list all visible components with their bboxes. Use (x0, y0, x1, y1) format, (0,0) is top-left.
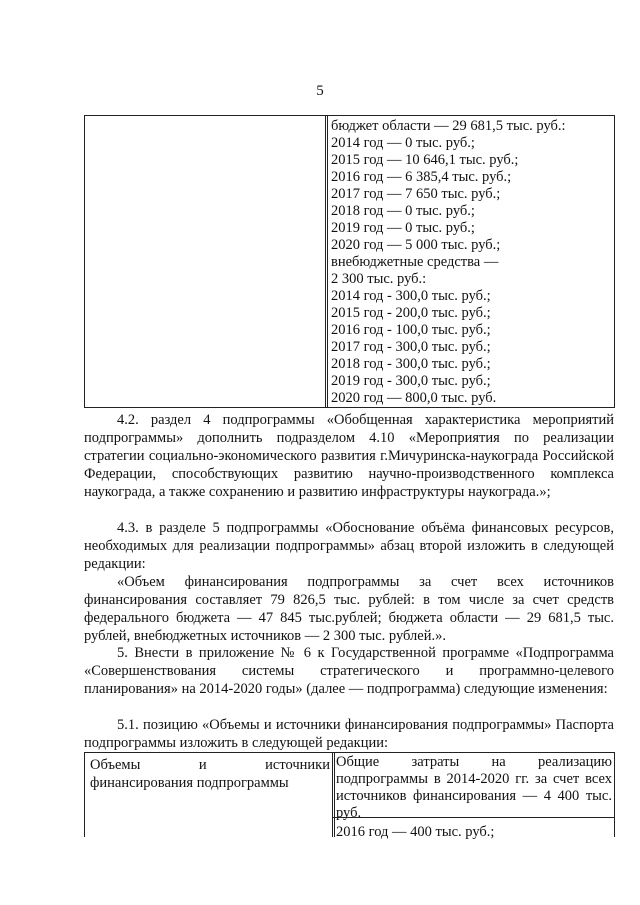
budget-line: внебюджетные средства — (331, 254, 499, 270)
page-number: 5 (316, 83, 324, 99)
passport-right-cell (336, 754, 612, 841)
right-main-text: Общие затраты на реализацию подпрограммы в 2014-2020 гг. за счет всех источников финансирования — 4 400 тыс. руб. (336, 754, 612, 821)
budget-line: 2014 год - 300,0 тыс. руб.; (331, 288, 491, 304)
budget-line: 2015 год - 200,0 тыс. руб.; (331, 305, 491, 321)
budget-line: 2020 год — 800,0 тыс. руб. (331, 390, 497, 406)
passport-left-cell (90, 756, 330, 792)
paragraph-4-2: 4.2. раздел 4 подпрограммы «Обобщенная характеристика мероприятий подпрограммы» дополнить подразделом 4.10 «Мероприятия по реализации стратегии социально-экономического развития г.Мичуринска-наукограда Российской Федерации, способствующих развитию научно-производственного комплекса наукограда, а также сохранению и развитию инфраструктуры наукограда.»; (84, 412, 614, 500)
left-word-1: Объемы (90, 757, 141, 773)
budget-line: 2017 год - 300,0 тыс. руб.; (331, 339, 491, 355)
budget-line: 2015 год — 10 646,1 тыс. руб.; (331, 152, 519, 168)
left-word-3: источники (265, 757, 330, 773)
budget-line: 2018 год - 300,0 тыс. руб.; (331, 356, 491, 372)
column-divider (325, 116, 328, 407)
budget-line: 2019 год — 0 тыс. руб.; (331, 220, 475, 236)
paragraph-4-3: 4.3. в разделе 5 подпрограммы «Обоснование объёма финансовых ресурсов, необходимых для реализации подпрограммы» абзац второй изложить в следующей редакции: (84, 520, 614, 572)
budget-line: 2020 год — 5 000 тыс. руб.; (331, 237, 501, 253)
right-year-line: 2016 год — 400 тыс. руб.; (336, 824, 495, 840)
column-divider (332, 753, 335, 837)
left-line-2: финансирования подпрограммы (90, 775, 289, 791)
budget-line: 2019 год - 300,0 тыс. руб.; (331, 373, 491, 389)
passport-row-divider (333, 817, 615, 818)
budget-line: 2014 год — 0 тыс. руб.; (331, 135, 475, 151)
budget-line: 2016 год — 6 385,4 тыс. руб.; (331, 169, 512, 185)
left-word-2: и (198, 757, 207, 773)
budget-line: бюджет области — 29 681,5 тыс. руб.: (331, 118, 566, 134)
budget-line: 2 300 тыс. руб.: (331, 271, 427, 287)
paragraph-5: 5. Внести в приложение № 6 к Государственной программе «Подпрограмма «Совершенствования системы стратегического и программно-целевого планирования» на 2014-2020 годы» (далее — подпрограмма) следующие изменения: (84, 645, 614, 697)
budget-line: 2017 год — 7 650 тыс. руб.; (331, 186, 501, 202)
budget-line: 2016 год - 100,0 тыс. руб.; (331, 322, 491, 338)
budget-lines (331, 118, 611, 407)
budget-line: 2018 год — 0 тыс. руб.; (331, 203, 475, 219)
quote-paragraph: «Объем финансирования подпрограммы за счет всех источников финансирования составляет 79 826,5 тыс. рублей: в том числе за счет средств федерального бюджета — 47 845 тыс.рублей; бюджета области — 29 681,5 тыс. рублей, внебюджетных источников — 2 300 тыс. рублей.». (84, 574, 614, 644)
paragraph-5-1: 5.1. позицию «Объемы и источники финансирования подпрограммы» Паспорта подпрограммы изложить в следующей редакции: (84, 717, 614, 751)
